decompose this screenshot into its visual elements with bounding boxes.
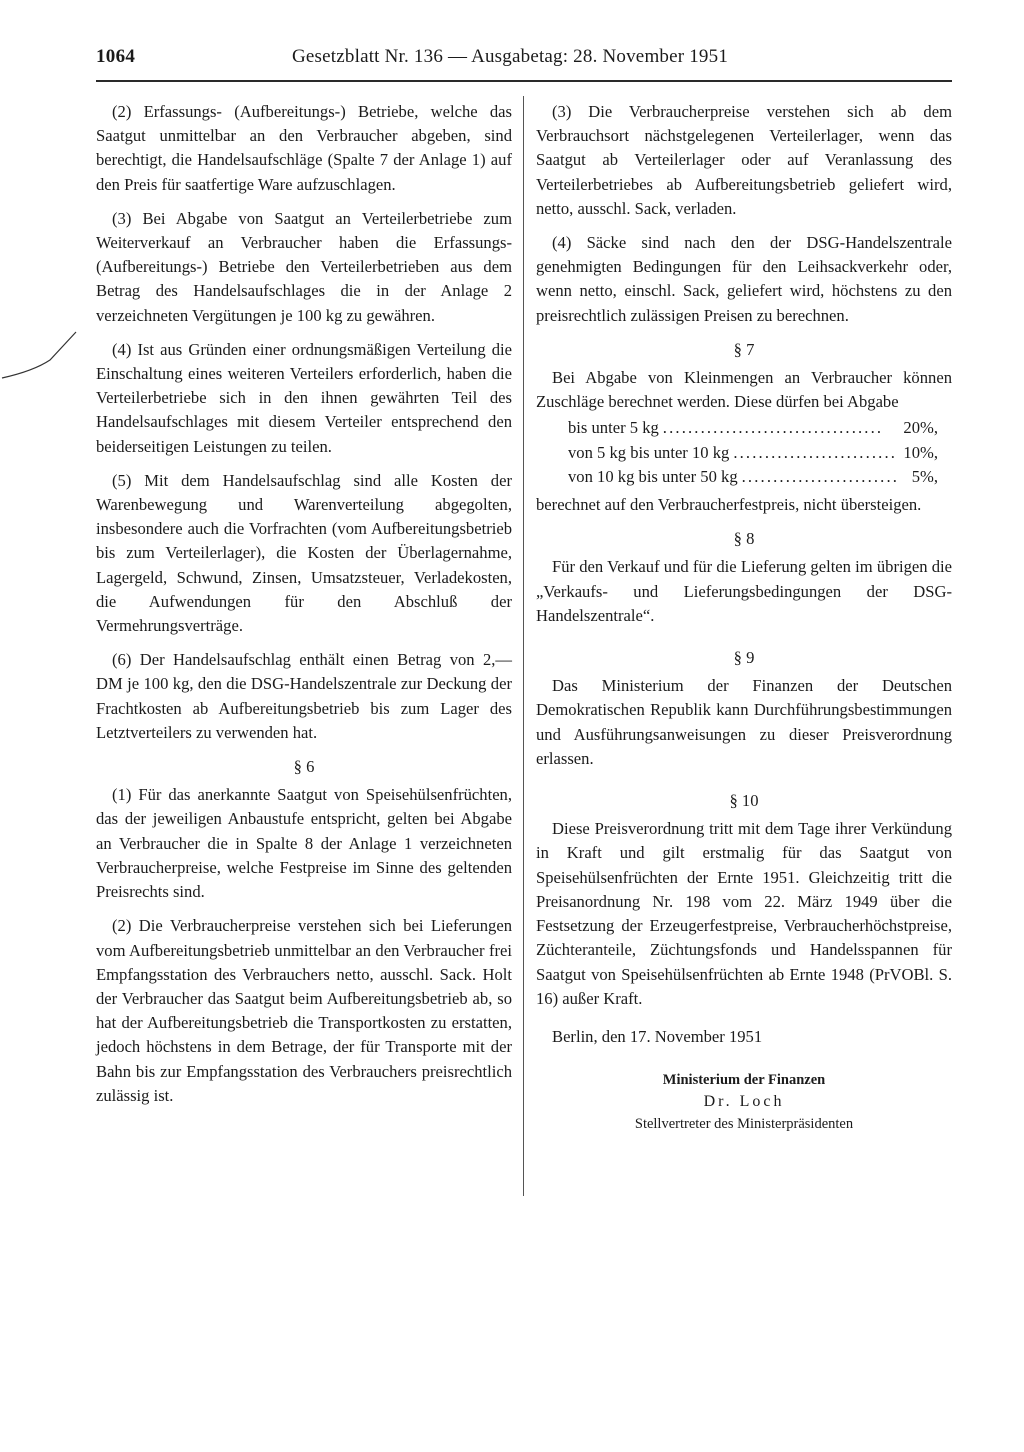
section-heading-7: § 7: [733, 339, 755, 359]
paragraph: berechnet auf den Verbraucherfestpreis, nicht übersteigen.: [536, 495, 922, 515]
date-line: Berlin, den 17. November 1951: [552, 1026, 763, 1046]
paragraph: Das Ministerium der Finanzen der Deutschen Demokratischen Republik kann Durchführungsbestimmungen und Ausführungsanweisungen zu dieser Preisverordnung erlassen.: [536, 676, 952, 768]
paragraph: (4) Säcke sind nach den der DSG-Handelszentrale genehmigten Bedingungen für den Leihsackverkehr oder, wenn netto, einschl. Sack, geliefert wird, höchstens zu den preisrechtlich zulässigen Preisen zu berechnen.: [536, 233, 952, 325]
leader-dots: [659, 416, 896, 440]
rate-label: bis unter 5 kg: [568, 418, 659, 438]
right-column: [536, 100, 952, 1135]
paragraph: (3) Die Verbraucherpreise verstehen sich ab dem Verbrauchsort nächstgelegenen Verteilerlager, wenn das Saatgut ab Verteilerlager oder auf Veranlassung des Verteilerbetriebes ab Aufbereitungsbetrieb geliefert wird, netto, ausschl. Sack, verladen.: [536, 102, 952, 218]
rate-value: 5%,: [911, 466, 938, 486]
running-title: Gesetzblatt Nr. 136 — Ausgabetag: 28. November 1951: [292, 46, 729, 67]
page-number: 1064: [96, 46, 136, 67]
list-item: [536, 416, 952, 440]
rate-label: von 5 kg bis unter 10 kg: [568, 442, 730, 462]
paragraph: Bei Abgabe von Kleinmengen an Verbraucher können Zuschläge berechnet werden. Diese dürfen bei Abgabe: [536, 368, 952, 412]
list-item: [536, 441, 952, 465]
leader-dots: [738, 465, 896, 489]
signature-ministry: Ministerium der Finanzen: [662, 1072, 826, 1089]
signature-block: [536, 1069, 952, 1135]
pen-stroke-mark: [0, 330, 80, 390]
surcharge-rate-list: [536, 416, 952, 489]
page-header: [96, 44, 952, 82]
list-item: [536, 465, 952, 489]
left-column: [96, 100, 512, 1118]
column-divider: [523, 96, 524, 1196]
section-heading-9: § 9: [733, 648, 755, 668]
signature-name: Dr. Loch: [703, 1093, 785, 1111]
paragraph: (2) Die Verbraucherpreise verstehen sich bei Lieferungen vom Aufbereitungsbetrieb unmittelbar an den Verbraucher frei Empfangsstation des Verbrauchers netto, ausschl. Sack. Holt der Verbraucher das Saatgut beim Aufbereitungsbetrieb ab, so hat der Aufbereitungsbetrieb die Transportkosten zu erstatten, jedoch höchstens in dem Betrage, der für Transporte mit der Bahn bis zur Empfangsstation des Verbrauchers preisrechtlich zulässig ist.: [96, 916, 512, 1105]
paragraph: (3) Bei Abgabe von Saatgut an Verteilerbetriebe zum Weiterverkauf an Verbraucher haben die Erfassungs- (Aufbereitungs-) Betriebe den Verteilerbetrieben aus dem Betrag des Handelsaufschlages die in der Anlage 2 verzeichneten Vergütungen je 100 kg zu gewähren.: [96, 208, 512, 325]
section-heading-8: § 8: [733, 529, 755, 549]
paragraph: Für den Verkauf und für die Lieferung gelten im übrigen die „Verkaufs- und Lieferungsbedingungen der DSG-Handelszentrale“.: [536, 557, 952, 625]
paragraph: (1) Für das anerkannte Saatgut von Speisehülsenfrüchten, das der jeweiligen Anbaustufe entspricht, gelten bei Abgabe an Verbraucher die in Spalte 8 der Anlage 1 verzeichneten Verbraucherpreise, welche Festpreise im Sinne des geltenden Preisrechts sind.: [96, 785, 512, 902]
rate-label: von 10 kg bis unter 50 kg: [568, 466, 738, 486]
paragraph: Diese Preisverordnung tritt mit dem Tage ihrer Verkündung in Kraft und gilt erstmalig für das Saatgut von Speisehülsenfrüchten der Ernte 1951. Gleichzeitig tritt die Preisanordnung Nr. 198 vom 22. März 1949 über die Festsetzung der Erzeugerfestpreise, Verbraucherhöchstpreise, Züchteranteile, Züchtungsfonds und Handelsspannen für Saatgut von Speisehülsenfrüchten ab Ernte 1948 (PrVOBl. S. 16) außer Kraft.: [536, 819, 952, 1008]
leader-dots: [729, 441, 896, 465]
rate-value: 10%,: [903, 442, 938, 462]
section-heading-10: § 10: [729, 791, 759, 811]
signature-role: Stellvertreter des Ministerpräsidenten: [634, 1116, 854, 1133]
paragraph: (6) Der Handelsaufschlag enthält einen Betrag von 2,— DM je 100 kg, den die DSG-Handelszentrale zur Deckung der Frachtkosten ab Aufbereitungsbetrieb bis zum Lager des Letztverteilers zu verwenden hat.: [96, 650, 512, 742]
rate-value: 20%,: [903, 418, 938, 438]
paragraph: (4) Ist aus Gründen einer ordnungsmäßigen Verteilung die Einschaltung eines weiteren Verteilers erforderlich, haben die Verteilerbetriebe sich in den ihnen gewährten Teil des Handelsaufschlages mit diesem Verteiler entsprechend den beiderseitigen Leistungen zu teilen.: [96, 339, 512, 456]
paragraph: (2) Erfassungs- (Aufbereitungs-) Betriebe, welche das Saatgut unmittelbar an den Verbraucher abgeben, sind berechtigt, die Handelsaufschläge (Spalte 7 der Anlage 1) auf den Preis für saatfertige Ware aufzuschlagen.: [96, 102, 512, 194]
paragraph: (5) Mit dem Handelsaufschlag sind alle Kosten der Warenbewegung und Warenverteilung abgegolten, insbesondere auch die Vorfrachten (vom Aufbereitungsbetrieb bis zum Verteilerlager), die Kosten der Überlagernahme, Lagergeld, Schwund, Zinsen, Umsatzsteuer, Verladekosten, die Aufwendungen für den Abschluß der Vermehrungsverträge.: [96, 470, 512, 636]
section-heading-6: § 6: [293, 757, 315, 777]
